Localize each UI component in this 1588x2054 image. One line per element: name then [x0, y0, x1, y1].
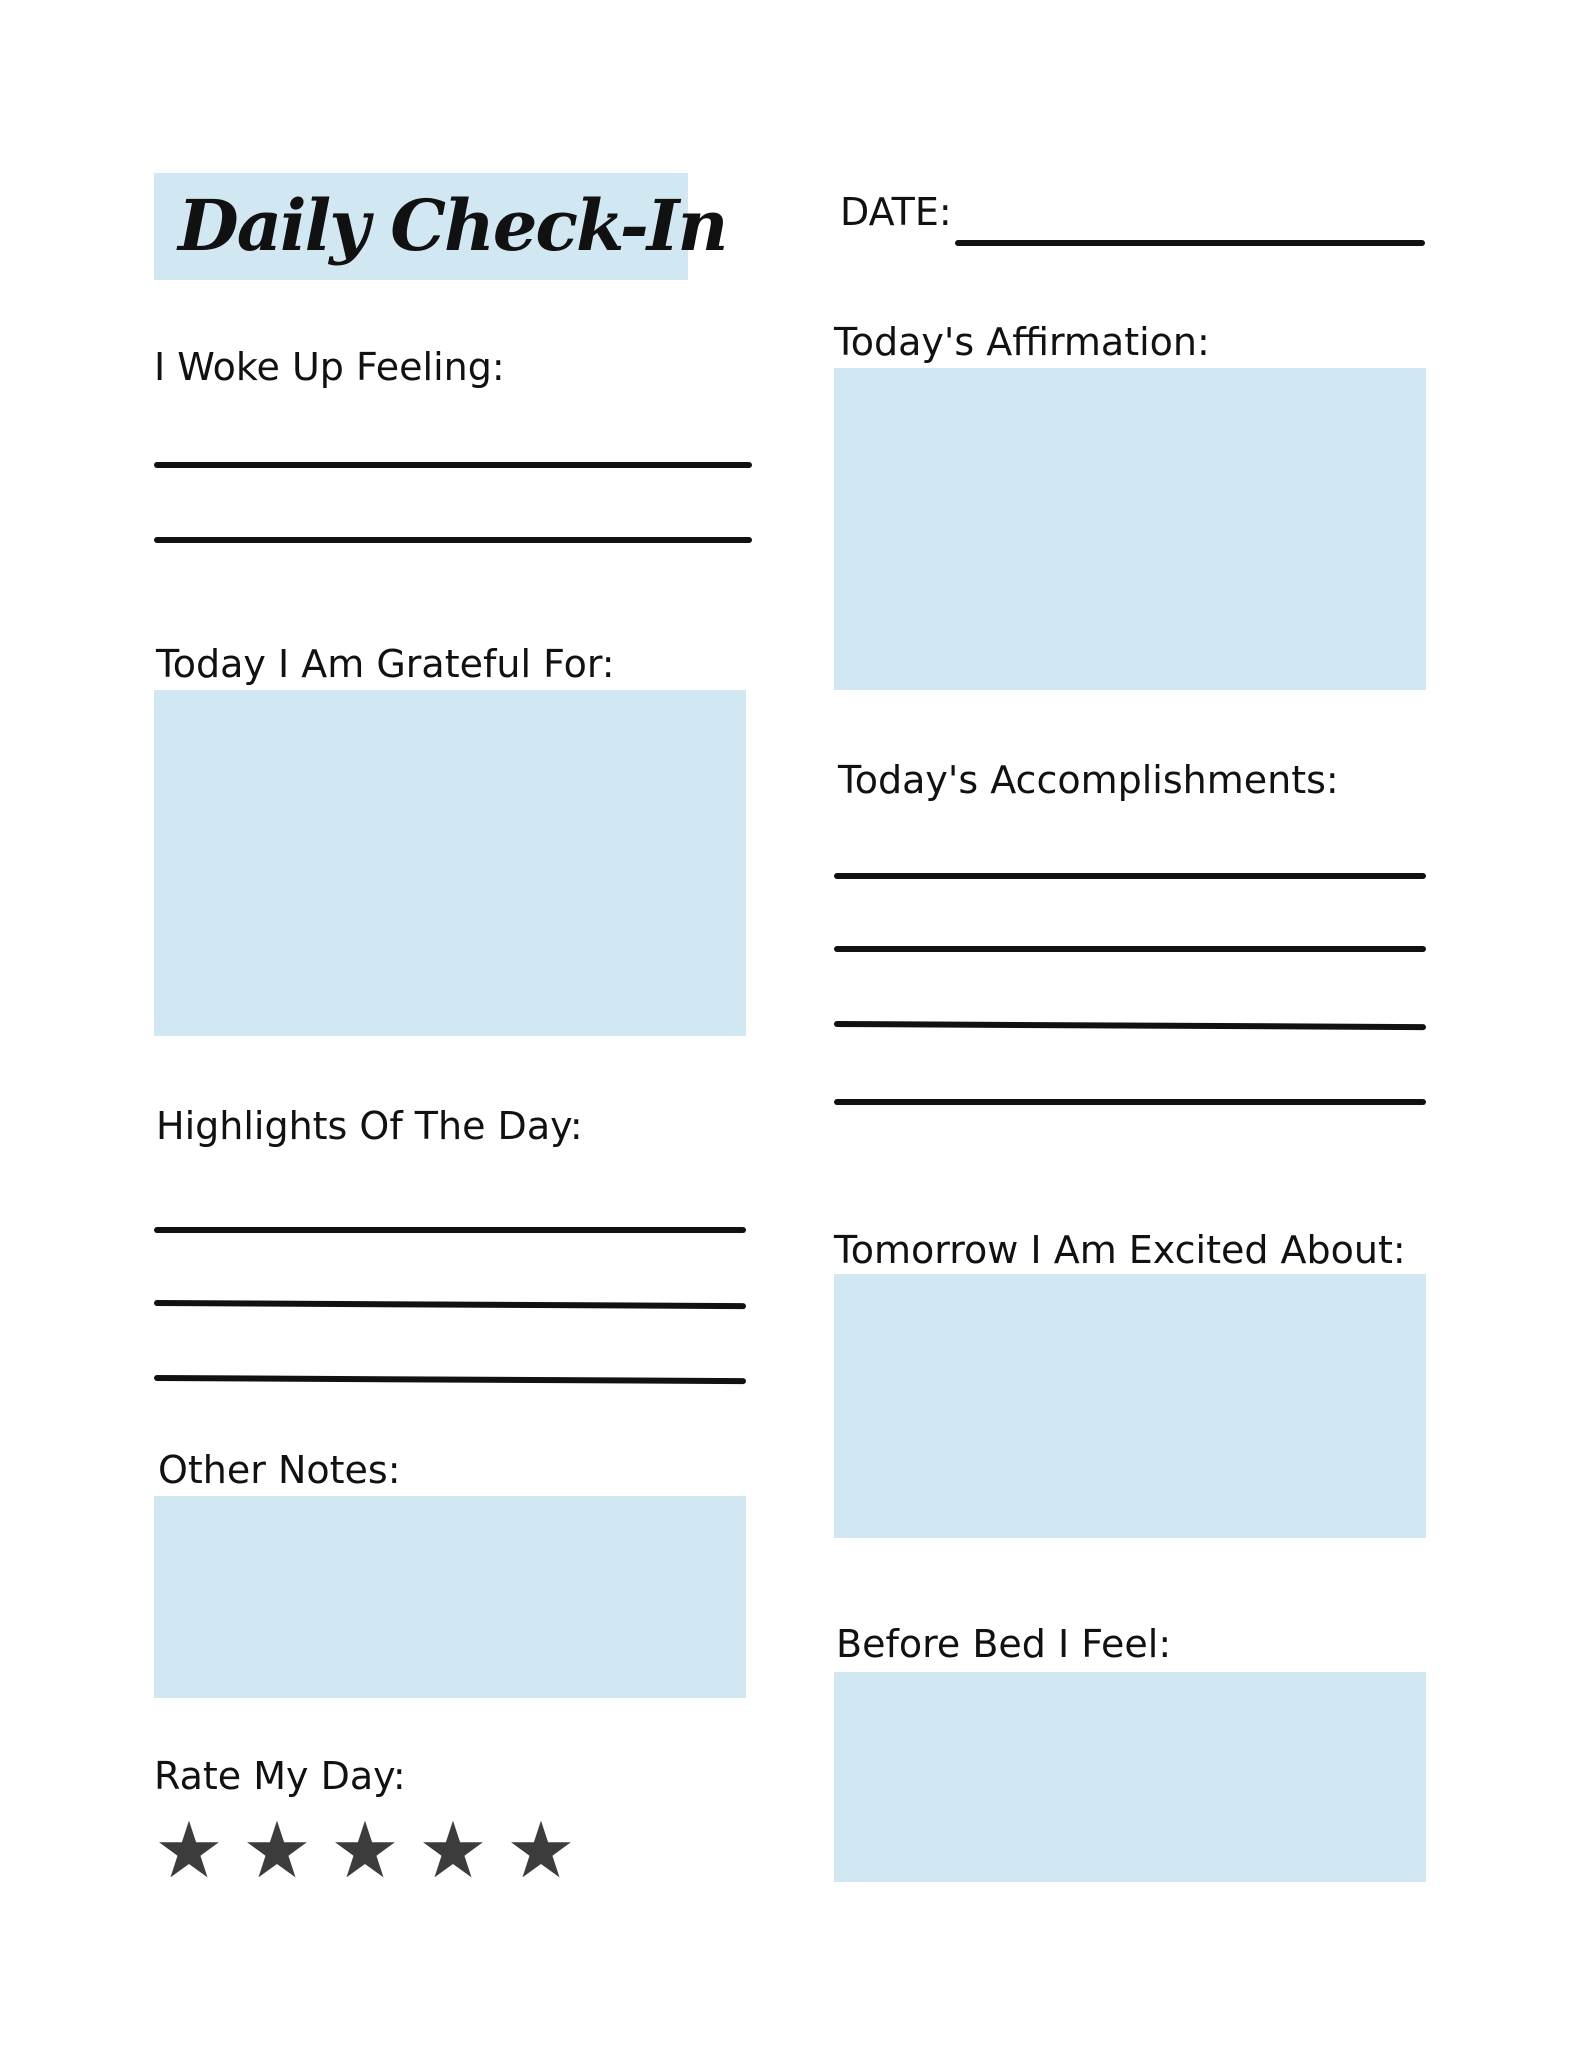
woke-up-feeling-label: I Woke Up Feeling: [154, 345, 505, 389]
page-title: Daily Check-In [178, 184, 727, 267]
date-line[interactable] [955, 240, 1425, 246]
highlights-line-2[interactable] [154, 1300, 746, 1309]
star-icon[interactable]: ★ [418, 1806, 488, 1896]
before-bed-box[interactable] [834, 1672, 1426, 1882]
star-icon[interactable]: ★ [330, 1806, 400, 1896]
highlights-line-1[interactable] [154, 1227, 746, 1233]
woke-up-feeling-line-1[interactable] [154, 462, 752, 468]
affirmation-label: Today's Affirmation: [834, 320, 1210, 364]
grateful-for-box[interactable] [154, 690, 746, 1036]
accomplishments-line-2[interactable] [834, 946, 1426, 952]
accomplishments-label: Today's Accomplishments: [838, 758, 1339, 802]
rating-stars [154, 1806, 594, 1896]
other-notes-box[interactable] [154, 1496, 746, 1698]
date-label: DATE: [840, 190, 952, 234]
accomplishments-line-3[interactable] [834, 1021, 1426, 1030]
accomplishments-line-1[interactable] [834, 873, 1426, 879]
grateful-for-label: Today I Am Grateful For: [156, 642, 615, 686]
star-icon[interactable]: ★ [506, 1806, 576, 1896]
before-bed-label: Before Bed I Feel: [836, 1622, 1172, 1666]
affirmation-box[interactable] [834, 368, 1426, 690]
tomorrow-excited-label: Tomorrow I Am Excited About: [834, 1228, 1406, 1272]
accomplishments-line-4[interactable] [834, 1099, 1426, 1105]
rate-my-day-label: Rate My Day: [154, 1754, 406, 1798]
other-notes-label: Other Notes: [158, 1448, 401, 1492]
highlights-label: Highlights Of The Day: [156, 1104, 583, 1148]
star-icon[interactable]: ★ [242, 1806, 312, 1896]
woke-up-feeling-line-2[interactable] [154, 537, 752, 543]
star-icon[interactable]: ★ [154, 1806, 224, 1896]
highlights-line-3[interactable] [154, 1375, 746, 1384]
tomorrow-excited-box[interactable] [834, 1274, 1426, 1538]
